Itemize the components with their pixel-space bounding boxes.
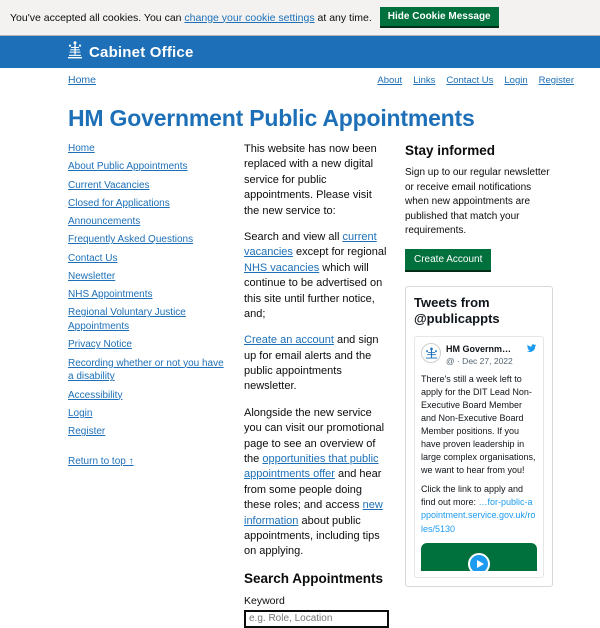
list-item bbox=[68, 252, 228, 266]
tweet-text: There's still a week left to apply for the DIT Lead Non-Executive Board Member and Non-Executive Board Member positions. If you have proven leadership in large complex organisations, we want to hear from you! bbox=[421, 374, 536, 476]
hide-cookie-message-button[interactable]: Hide Cookie Message bbox=[380, 7, 499, 28]
promo-text-mid: and hear from some people doing these roles; and access bbox=[244, 468, 382, 512]
twitter-timeline-widget bbox=[405, 286, 553, 587]
keyword-input[interactable] bbox=[244, 610, 389, 628]
create-an-account-link[interactable]: Create an account bbox=[244, 334, 334, 347]
tweet-link-prefix: Click the link to apply and find out more: bbox=[421, 484, 524, 508]
list-item bbox=[68, 215, 228, 229]
nav-home-wrap bbox=[68, 74, 96, 86]
promotional-paragraph bbox=[244, 406, 389, 560]
nav-item-contact-us[interactable]: Contact Us bbox=[446, 75, 494, 86]
current-vacancies-link[interactable]: current vacancies bbox=[244, 230, 377, 259]
list-item bbox=[68, 142, 228, 156]
opportunities-link[interactable]: opportunities that public appointments offer bbox=[244, 453, 379, 481]
promo-text-post: about public appointments, including tips on applying. bbox=[244, 514, 380, 558]
promo-text-pre: Alongside the new service you can visit our promotional page to see an overview of the bbox=[244, 406, 385, 466]
sidebar-item-faq[interactable]: Frequently Asked Questions bbox=[68, 234, 194, 246]
stay-informed-heading: Stay informed bbox=[405, 143, 496, 158]
nav-item-login[interactable]: Login bbox=[504, 75, 528, 86]
nav-item-home[interactable]: Home bbox=[68, 74, 97, 86]
nav-item-register[interactable]: Register bbox=[538, 75, 574, 86]
search-appointments-heading: Search Appointments bbox=[244, 570, 384, 586]
tweet-author-name: HM Governm… bbox=[446, 344, 512, 354]
create-account-text-post: and sign up for email alerts and the public appointments newsletter. bbox=[244, 334, 379, 393]
intro-paragraph: This website has now been replaced with a new digital service for public appointments. Please visit the new service to: bbox=[244, 143, 377, 217]
cookie-text-before: You've accepted all cookies. You can bbox=[10, 11, 182, 24]
list-item bbox=[68, 407, 228, 421]
sidebar-item-register[interactable]: Register bbox=[68, 426, 106, 437]
list-item bbox=[68, 389, 228, 403]
sidebar-item-nhs-appointments[interactable]: NHS Appointments bbox=[68, 289, 153, 300]
keyword-label: Keyword bbox=[244, 594, 285, 607]
page-title: HM Government Public Appointments bbox=[68, 105, 475, 131]
sidebar-item-regional-voluntary-justice-appointments[interactable]: Regional Voluntary Justice Appointments bbox=[68, 307, 186, 332]
new-information-link[interactable]: new information bbox=[244, 499, 383, 527]
sidebar-nav-list bbox=[68, 142, 228, 439]
nhs-vacancies-link[interactable]: NHS vacancies bbox=[244, 261, 320, 274]
twitter-bird-icon bbox=[526, 343, 537, 357]
stay-informed-body: Sign up to our regular newsletter or receive email notifications when new appointments are published that match your requirements. bbox=[405, 167, 550, 236]
list-item bbox=[68, 160, 228, 174]
cookie-text-after: at any time. bbox=[317, 11, 372, 24]
tweets-heading: Tweets from @publicappts bbox=[414, 294, 500, 326]
sidebar-item-login[interactable]: Login bbox=[68, 407, 93, 419]
sidebar-item-accessibility[interactable]: Accessibility bbox=[68, 389, 123, 401]
brand-title: Cabinet Office bbox=[89, 43, 194, 61]
tweet-link-text bbox=[421, 483, 537, 535]
cookie-banner-text bbox=[10, 12, 372, 24]
site-header bbox=[0, 36, 600, 68]
sidebar-item-privacy-notice[interactable]: Privacy Notice bbox=[68, 339, 132, 351]
list-item bbox=[68, 288, 228, 302]
list-item bbox=[68, 197, 228, 211]
list-item bbox=[68, 233, 228, 247]
nav-item-links[interactable]: Links bbox=[413, 75, 436, 86]
return-to-top-wrap bbox=[68, 455, 228, 467]
tweet-media-thumbnail[interactable] bbox=[421, 543, 537, 571]
sidebar-item-contact-us[interactable]: Contact Us bbox=[68, 252, 118, 264]
tweet-item[interactable] bbox=[414, 336, 544, 578]
sidebar-item-disability-recording[interactable]: Recording whether or not you have a disability bbox=[68, 357, 224, 383]
sidebar-item-newsletter[interactable]: Newsletter bbox=[68, 270, 116, 282]
sidebar-item-closed-for-applications[interactable]: Closed for Applications bbox=[68, 197, 170, 209]
sidebar-item-announcements[interactable]: Announcements bbox=[68, 216, 141, 227]
avatar bbox=[421, 343, 441, 363]
return-to-top-link[interactable]: Return to top ↑ bbox=[68, 455, 134, 467]
brand[interactable] bbox=[68, 41, 193, 63]
nav-utility-links bbox=[377, 75, 574, 86]
create-account-paragraph bbox=[244, 333, 389, 395]
secondary-nav bbox=[0, 68, 600, 91]
cookie-settings-link[interactable]: change your cookie settings bbox=[184, 11, 315, 24]
play-button-icon[interactable] bbox=[468, 553, 490, 571]
vacancies-text-pre: Search and view all bbox=[244, 230, 343, 243]
sidebar-item-home[interactable]: Home bbox=[68, 143, 95, 154]
list-item bbox=[68, 338, 228, 352]
sidebar-item-current-vacancies[interactable]: Current Vacancies bbox=[68, 179, 150, 191]
create-account-button[interactable]: Create Account bbox=[405, 249, 491, 272]
vacancies-text-post: which will continue to be advertised on this site until further notice, and; bbox=[244, 261, 383, 320]
cookie-banner bbox=[0, 0, 600, 36]
tweet-url-link[interactable]: …for-public-appointment.service.gov.uk/roles/5130 bbox=[421, 497, 536, 534]
tweet-timestamp: @ · Dec 27, 2022 bbox=[446, 356, 513, 366]
vacancies-paragraph bbox=[244, 230, 389, 322]
main-content bbox=[244, 142, 389, 628]
list-item bbox=[68, 357, 228, 385]
sidebar-item-about-public-appointments[interactable]: About Public Appointments bbox=[68, 161, 188, 173]
tweet-header bbox=[421, 343, 537, 367]
list-item bbox=[68, 306, 228, 334]
tweet-author-block bbox=[446, 343, 521, 367]
vacancies-text-mid: except for regional bbox=[292, 246, 387, 259]
right-column bbox=[405, 142, 553, 628]
play-triangle bbox=[477, 560, 484, 568]
nav-item-about[interactable]: About bbox=[377, 75, 403, 86]
royal-crest-icon bbox=[68, 41, 82, 63]
list-item bbox=[68, 425, 228, 439]
sidebar bbox=[68, 142, 228, 628]
list-item bbox=[68, 270, 228, 284]
page-columns bbox=[0, 142, 600, 628]
list-item bbox=[68, 179, 228, 193]
